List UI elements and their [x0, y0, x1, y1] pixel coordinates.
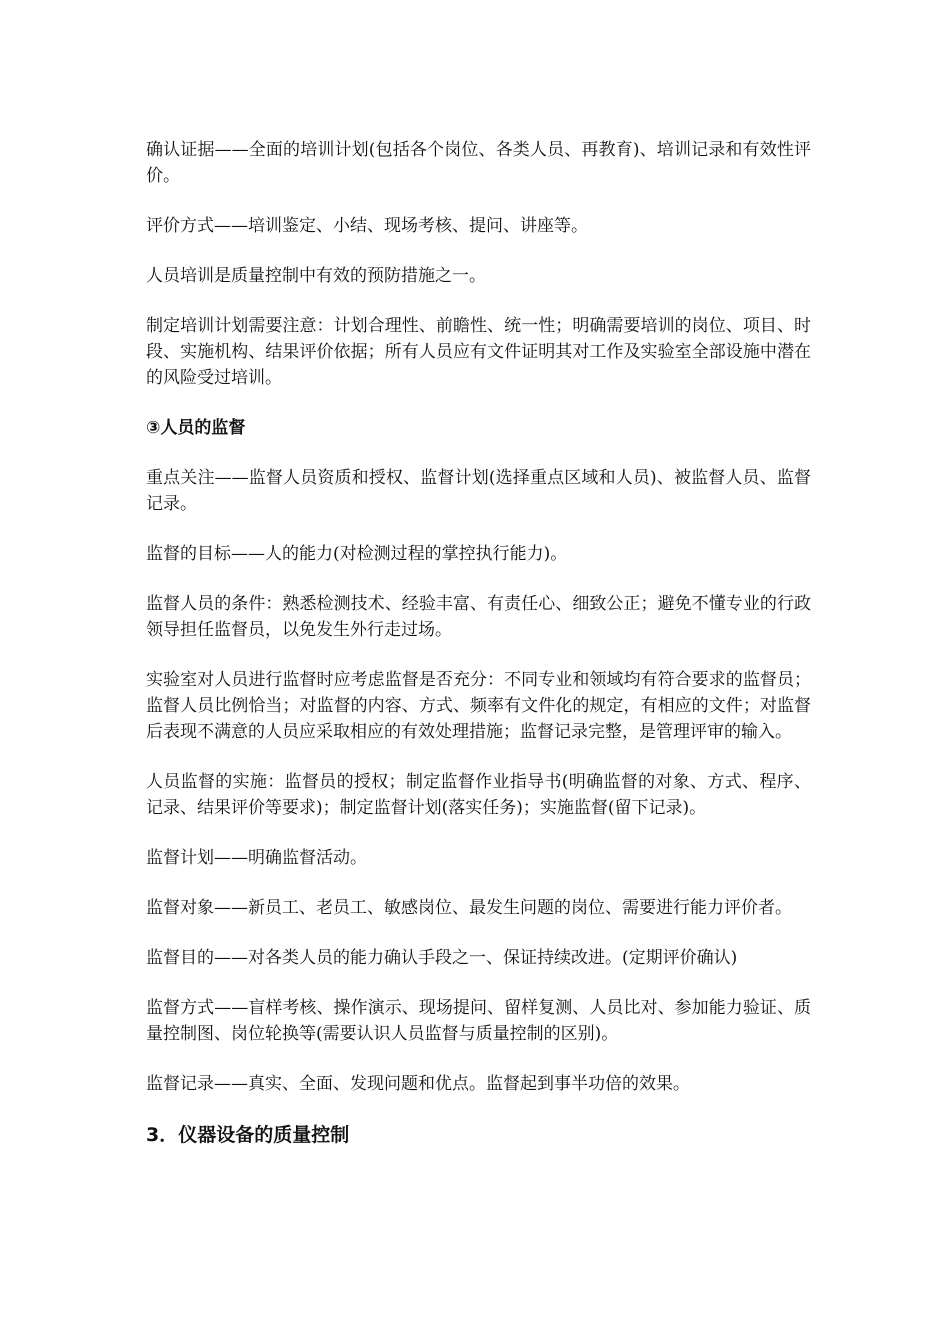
paragraph-supervision-implementation: 人员监督的实施：监督员的授权；制定监督作业指导书(明确监督的对象、方式、程序、记录、结果评价等要求)；制定监督计划(落实任务)；实施监督(留下记录)。: [146, 772, 811, 818]
paragraph-training-plan: 制定培训计划需要注意：计划合理性、前瞻性、统一性；明确需要培训的岗位、项目、时段、实施机构、结果评价依据；所有人员应有文件证明其对工作及实验室全部设施中潜在的风险受过培训。: [146, 316, 811, 388]
paragraph-supervision-records: 监督记录——真实、全面、发现问题和优点。监督起到事半功倍的效果。: [146, 1074, 690, 1094]
paragraph-supervision-goal: 监督的目标——人的能力(对检测过程的掌控执行能力)。: [146, 544, 568, 564]
paragraph-supervision-adequacy: 实验室对人员进行监督时应考虑监督是否充分：不同专业和领域均有符合要求的监督员；监督人员比例恰当；对监督的内容、方式、频率有文件化的规定，有相应的文件；对监督后表现不满意的人员应采取相应的有效处理措施；监督记录完整，是管理评审的输入。: [146, 670, 811, 742]
section-heading-equipment-quality: 3．仪器设备的质量控制: [146, 1124, 350, 1146]
document-page: [146, 137, 811, 1149]
section-heading-supervision: ③人员的监督: [146, 418, 246, 438]
paragraph-supervisor-conditions: 监督人员的条件：熟悉检测技术、经验丰富、有责任心、细致公正；避免不懂专业的行政领导担任监督员，以免发生外行走过场。: [146, 594, 811, 640]
paragraph-training-evidence: 确认证据——全面的培训计划(包括各个岗位、各类人员、再教育)、培训记录和有效性评价。: [146, 140, 811, 186]
paragraph-training-prevention: 人员培训是质量控制中有效的预防措施之一。: [146, 266, 486, 286]
paragraph-supervision-purpose: 监督目的——对各类人员的能力确认手段之一、保证持续改进。(定期评价确认): [146, 948, 738, 968]
paragraph-supervision-methods: 监督方式——盲样考核、操作演示、现场提问、留样复测、人员比对、参加能力验证、质量控制图、岗位轮换等(需要认识人员监督与质量控制的区别)。: [146, 998, 811, 1044]
paragraph-supervision-plan: 监督计划——明确监督活动。: [146, 848, 367, 868]
paragraph-key-focus: 重点关注——监督人员资质和授权、监督计划(选择重点区域和人员)、被监督人员、监督记录。: [146, 468, 811, 514]
paragraph-supervision-targets: 监督对象——新员工、老员工、敏感岗位、最发生问题的岗位、需要进行能力评价者。: [146, 898, 792, 918]
paragraph-evaluation-method: 评价方式——培训鉴定、小结、现场考核、提问、讲座等。: [146, 216, 588, 236]
